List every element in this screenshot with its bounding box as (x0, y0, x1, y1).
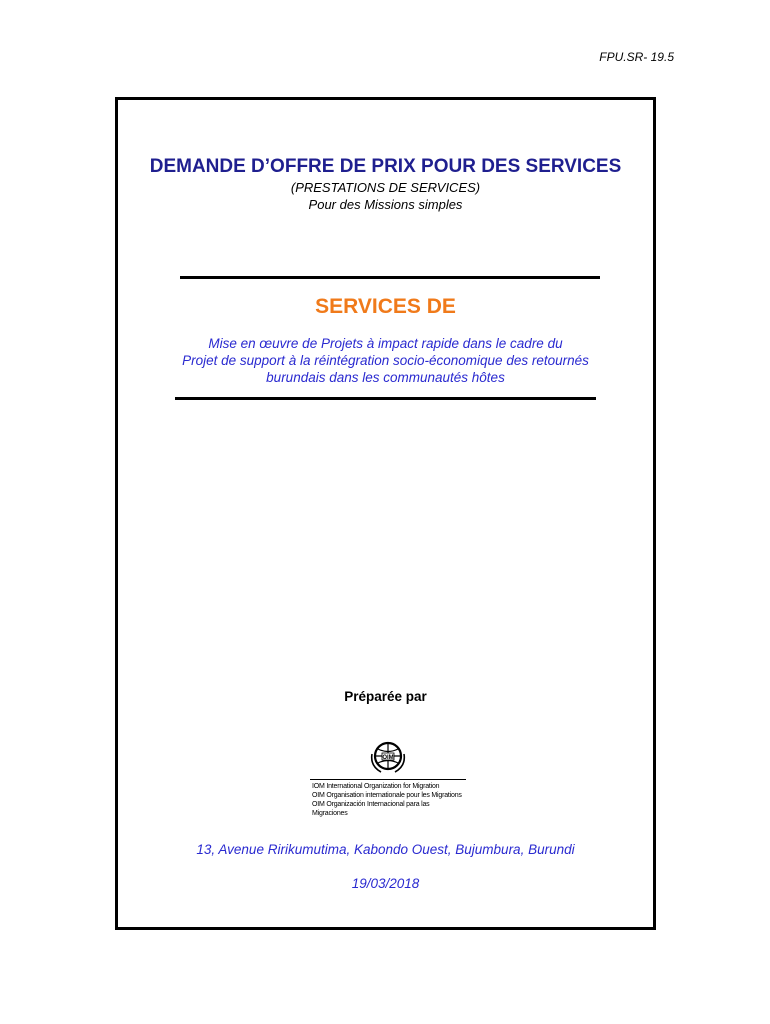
description-line: Projet de support à la réintégration socio-économique des retournés (182, 353, 589, 368)
description-line: Mise en œuvre de Projets à impact rapide dans le cadre du (208, 336, 563, 351)
document-date: 19/03/2018 (351, 876, 420, 891)
divider-bottom (175, 397, 596, 400)
logo-divider (310, 779, 466, 780)
logo-line-fr: OIM Organisation internationale pour les Migrations (312, 792, 462, 799)
logo-text (310, 782, 466, 818)
cover-frame (115, 97, 656, 930)
services-description (118, 335, 653, 386)
logo-line-en: IOM International Organization for Migration (312, 783, 440, 790)
services-heading: SERVICES DE (315, 295, 456, 318)
divider-top (180, 276, 600, 279)
description-line: burundais dans les communautés hôtes (266, 370, 505, 385)
document-reference: FPU.SR- 19.5 (599, 50, 674, 64)
prepared-by-label: Préparée par (344, 689, 427, 704)
address: 13, Avenue Ririkumutima, Kabondo Ouest, Bujumbura, Burundi (196, 842, 575, 857)
svg-text:OIM: OIM (382, 755, 394, 761)
logo-line-es: OIM Organización Internacional para las Migraciones (312, 801, 430, 817)
iom-logo (310, 740, 466, 818)
document-title: DEMANDE D’OFFRE DE PRIX POUR DES SERVICES (149, 156, 622, 177)
document-subtitle-missions: Pour des Missions simples (308, 197, 463, 212)
document-subtitle: (PRESTATIONS DE SERVICES) (290, 180, 481, 195)
iom-globe-emblem-icon (369, 740, 407, 776)
